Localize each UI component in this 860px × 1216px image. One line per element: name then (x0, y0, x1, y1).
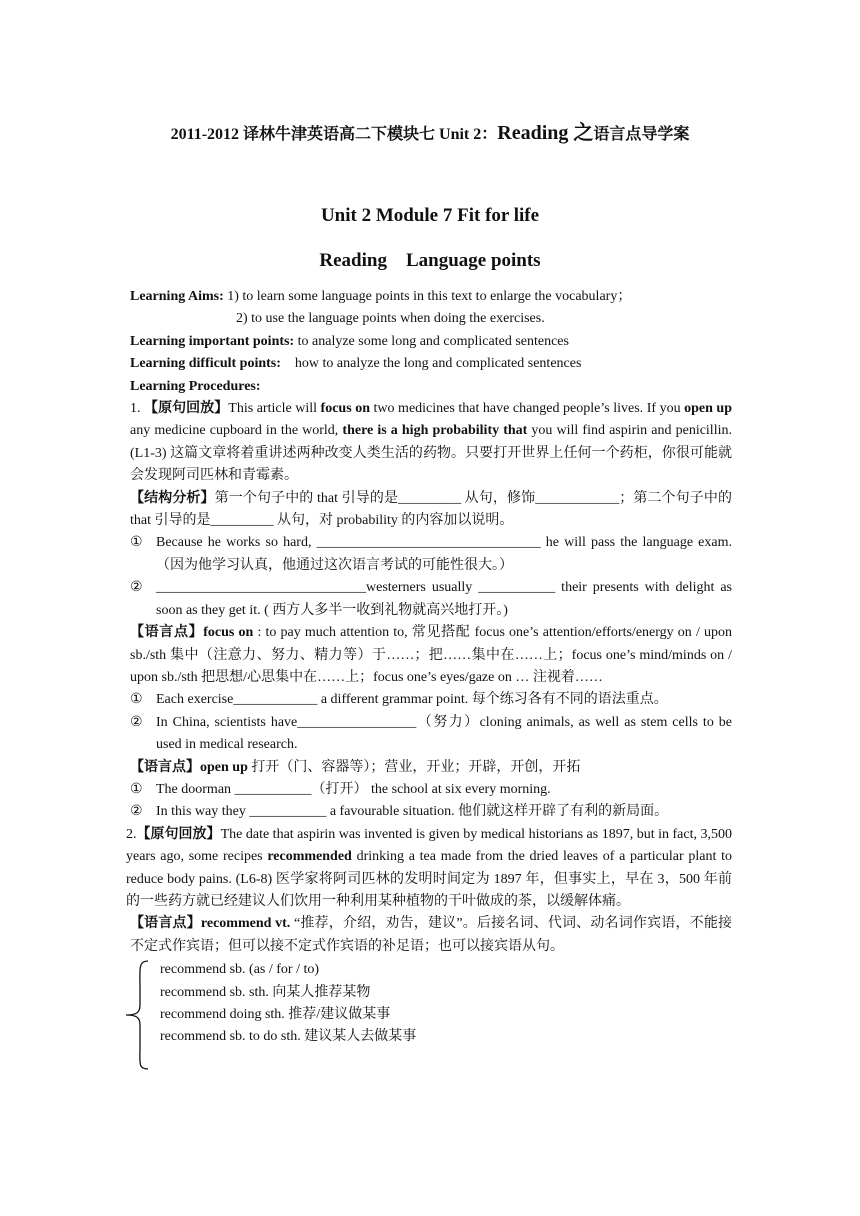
section-1-text-c: any medicine cupboard in the world, (130, 423, 343, 439)
language-point-tag: 【语言点】 (130, 625, 204, 641)
section-2-bold-recommended: recommended (267, 849, 352, 865)
section-1-text-d: you will find aspirin and penicillin. (L1-3) 这篇文章将着重讲述两种改变人类生活的药物。只要打开世界上任何一个药柜，你很可能就会发现阿司匹林和青霉素。 (130, 423, 732, 484)
difficult-label: Learning difficult points: (130, 356, 281, 372)
structure-tag: 【结构分析】 (130, 490, 215, 506)
section-2-number: 2. (126, 826, 137, 842)
language-point-tag: 【语言点】 (130, 759, 200, 775)
section-1-text-b: two medicines that have changed people’s lives. If you (369, 401, 685, 417)
learning-aims-line1: 1) to learn some language points in this text to enlarge the vocabulary； (223, 289, 632, 304)
item-marker: ① (130, 535, 143, 551)
language-point-focus-on (130, 622, 732, 689)
exercise-1-item-2 (130, 577, 732, 622)
item-text: Because he works so hard, ________________________________ he will pass the language exam. （因为他学习认真，他通过这次语言考试的可能性很大。） (156, 535, 732, 573)
item-text: ______________________________westerners usually ___________ their presents with delight as soon as they get it. ( 西方人多半一收到礼物就高兴地打开。) (156, 580, 732, 618)
document-body (126, 286, 733, 1049)
learning-aims (130, 286, 732, 308)
item-marker: ② (130, 714, 143, 730)
header-text-part2: Reading 之 (497, 122, 594, 144)
page-subtitle: Reading Language points (319, 250, 541, 271)
exercise-2-item-2 (130, 712, 732, 757)
curly-brace-icon (124, 959, 154, 1071)
header-text-part3: 语言点导学案 (593, 126, 690, 143)
pattern-item: recommend sb. (as / for / to) (160, 962, 320, 978)
language-point-text: “推荐，介绍，劝告，建议”。后接名词、代词、动名词作宾语，不能接不定式作宾语；但可以接不定式作宾语的补足语；也可以接宾语从句。 (130, 916, 732, 954)
learning-aims-label: Learning Aims: (130, 289, 224, 304)
important-text: to analyze some long and complicated sentences (294, 333, 569, 349)
pattern-item: recommend doing sth. 推荐/建议做某事 (160, 1007, 391, 1022)
language-point-term: open up (200, 759, 248, 775)
language-point-term: focus on (203, 625, 254, 641)
learning-procedures-heading: Learning Procedures: (130, 378, 261, 394)
item-marker: ② (130, 580, 143, 596)
page-title: Unit 2 Module 7 Fit for life (320, 205, 540, 226)
document-header (0, 116, 860, 145)
structure-analysis (130, 488, 732, 533)
section-1-tag: 【原句回放】 (144, 401, 229, 417)
section-2-text-b: drinking a tea made from the dried leaves of a particular plant to reduce body pains. (L6-8) 医学家将阿司匹林的发明时间定为 1897 年，但事实上，早在 3，500 年前的一些药方就已经建议人们饮用一种利用某种植物的干叶做成的茶，以缓解体痛。 (126, 849, 732, 909)
item-text: The doorman ___________（打开） the school at six every morning. (156, 781, 551, 797)
section-1-number: 1. (130, 401, 141, 417)
exercise-3-item-1 (130, 779, 732, 801)
section-2-original-sentence (126, 824, 732, 914)
exercise-1-item-1 (130, 532, 732, 577)
language-point-term: recommend vt. (200, 916, 291, 932)
item-marker: ② (130, 804, 143, 820)
section-2-tag: 【原句回放】 (136, 826, 221, 842)
item-text: Each exercise____________ a different grammar point. 每个练习各有不同的语法重点。 (156, 692, 668, 708)
language-point-open-up (130, 757, 732, 779)
section-1-original-sentence (130, 398, 732, 488)
section-2-text-a: The date that aspirin was invented is given by medical historians as 1897, but in fact, 3,500 years ago, some recipes (126, 826, 733, 865)
item-text: In this way they ___________ a favourable situation. 他们就这样开辟了有利的新局面。 (156, 804, 669, 820)
section-1-bold-probability: there is a high probability that (342, 423, 528, 439)
pattern-item: recommend sb. sth. 向某人推荐某物 (160, 984, 371, 1000)
pattern-item: recommend sb. to do sth. 建议某人去做某事 (160, 1029, 417, 1045)
exercise-2-item-1 (130, 689, 732, 711)
item-marker: ① (130, 781, 143, 797)
structure-text: 第一个句子中的 that 引导的是_________ 从句，修饰____________；第二个句子中的 that 引导的是_________ 从句，对 probability 的内容加以说明。 (130, 490, 732, 529)
section-1-bold-open-up: open up (684, 401, 733, 417)
learning-aims-line2: 2) to use the language points when doing the exercises. (236, 311, 545, 327)
language-point-text: : to pay much attention to, 常见搭配 focus one’s attention/efforts/energy on / upon sb./sth 集中（注意力、努力、精力等）于……；把……集中在……上；focus one’s mind/minds on / upon sb./sth 把思想/心思集中在……上；focus one’s eyes/gaze on … 注视着…… (130, 625, 732, 685)
item-text: In China, scientists have_________________（努力）cloning animals, as well as stem cells to be used in medical research. (156, 714, 732, 753)
item-marker: ① (130, 692, 143, 708)
learning-difficult-points (130, 353, 732, 375)
language-point-tag: 【语言点】 (130, 916, 201, 932)
language-point-text: 打开（门、容器等）；营业，开业；开辟，开创，开拓 (247, 759, 581, 775)
header-text-part1: 2011-2012 译林牛津英语高二下模块七 Unit 2： (170, 126, 498, 143)
exercise-3-item-2 (130, 801, 732, 823)
recommend-pattern-list (130, 959, 732, 1049)
language-point-recommend (130, 913, 732, 958)
section-1-text-a: This article will (228, 401, 321, 417)
difficult-text: how to analyze the long and complicated sentences (280, 356, 582, 372)
important-label: Learning important points: (130, 333, 295, 349)
learning-important-points (130, 331, 732, 353)
section-1-bold-focus-on: focus on (320, 401, 370, 417)
